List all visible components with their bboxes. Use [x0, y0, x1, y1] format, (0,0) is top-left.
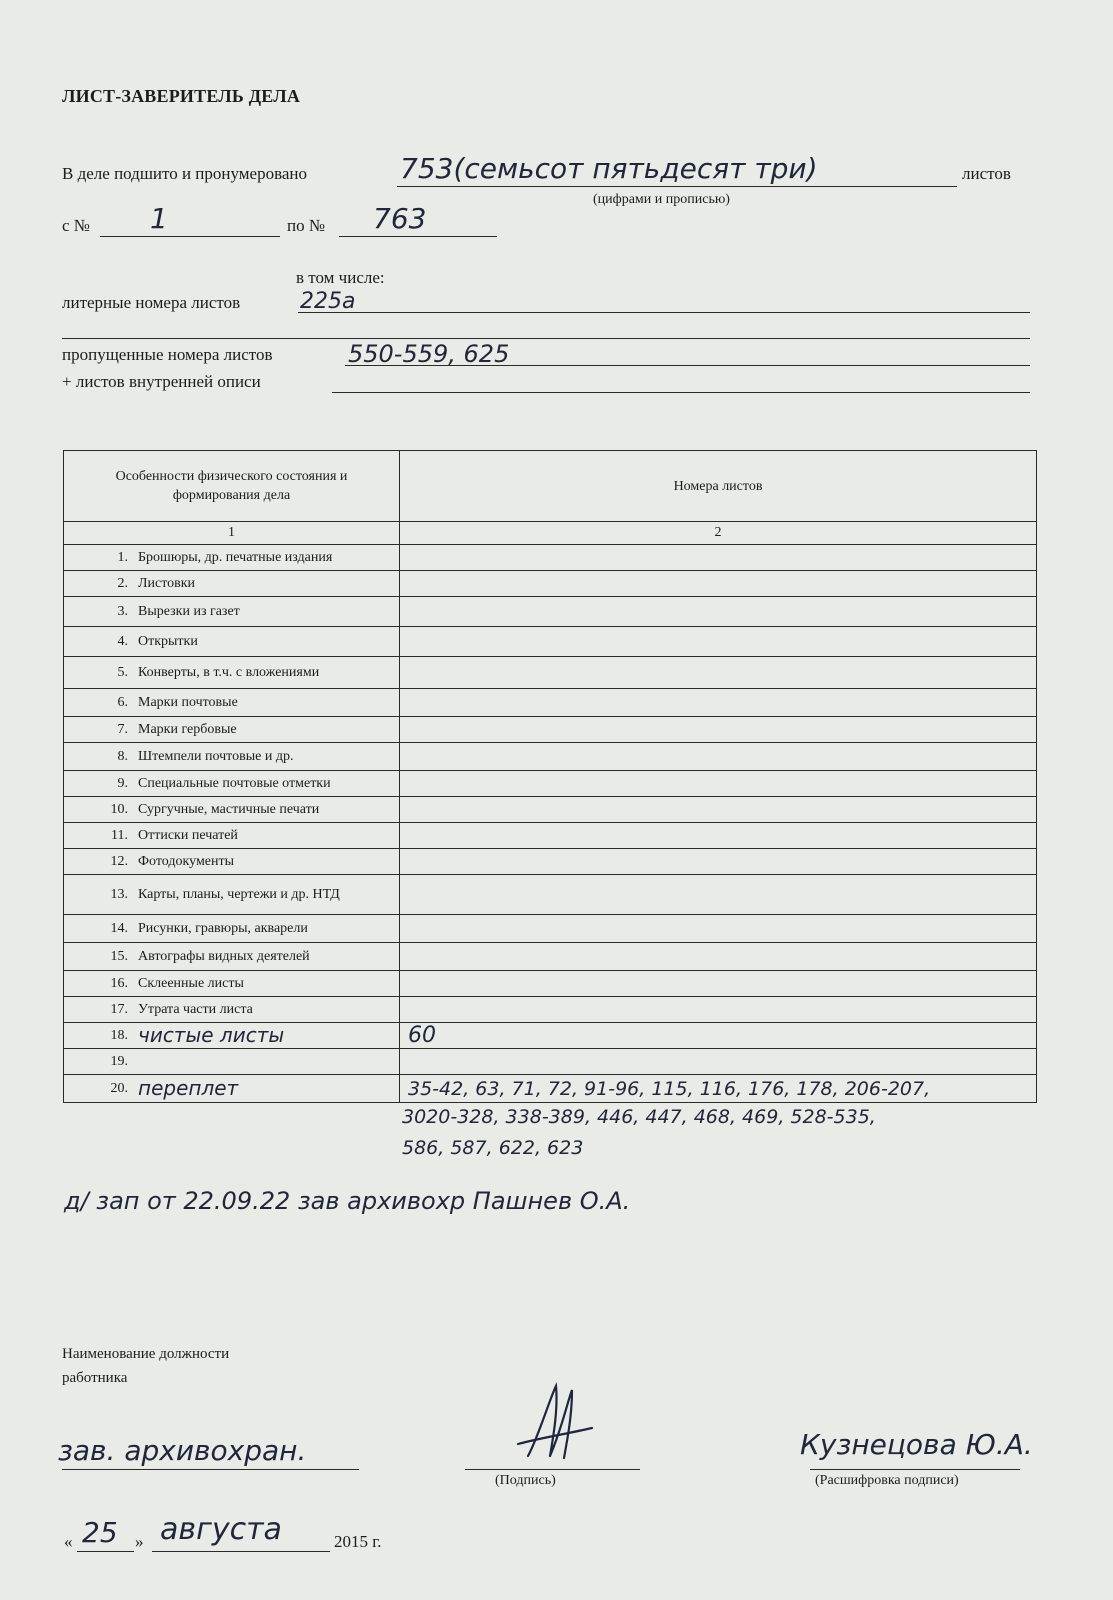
row-number: 5.: [117, 664, 128, 680]
row-feature-cell: [64, 717, 400, 743]
row-feature-wrap: [64, 776, 399, 792]
from-underline: [100, 236, 280, 237]
row-number: 1.: [117, 549, 128, 565]
row-feature-cell: [64, 743, 400, 771]
row-feature-wrap: [64, 1002, 399, 1018]
row-feature-wrap: [64, 604, 399, 620]
header-col2: [400, 451, 1037, 522]
row-feature-text[interactable]: переплет: [138, 1076, 239, 1100]
row-feature-text[interactable]: чистые листы: [138, 1023, 285, 1047]
date-day[interactable]: 25: [82, 1516, 118, 1549]
row-feature-cell: [64, 797, 400, 823]
row-feature-cell: [64, 1023, 400, 1049]
row-number: 3.: [117, 603, 128, 619]
row-sheets-cell[interactable]: [400, 875, 1037, 915]
table-row: [64, 627, 1037, 657]
row-sheets-value[interactable]: 35-42, 63, 71, 72, 91-96, 115, 116, 176, 178, 206-207,: [408, 1077, 931, 1100]
table-row: [64, 545, 1037, 571]
index-col1: 1: [64, 522, 400, 545]
row-sheets-cell[interactable]: [400, 771, 1037, 797]
table-row: [64, 997, 1037, 1023]
row-feature-cell: [64, 771, 400, 797]
row-sheets-value[interactable]: [400, 823, 408, 848]
table-row: [64, 875, 1037, 915]
table-row: [64, 771, 1037, 797]
row-feature-text: Автографы видных деятелей: [138, 949, 310, 964]
header-col1-text: Особенности физического состояния и формирования дела: [115, 469, 348, 503]
row-feature-cell: [64, 657, 400, 689]
including-label: в том числе:: [296, 268, 385, 287]
row-feature-cell: [64, 823, 400, 849]
row-feature-wrap: [64, 949, 399, 965]
row-feature-text: Штемпели почтовые и др.: [138, 749, 294, 764]
signature-underline: [465, 1469, 640, 1470]
to-value[interactable]: 763: [373, 202, 427, 235]
row-sheets-value[interactable]: [400, 599, 408, 624]
row-sheets-cell[interactable]: [400, 545, 1037, 571]
table-row: [64, 1023, 1037, 1049]
row-sheets-cell[interactable]: [400, 657, 1037, 689]
row-feature-cell: [64, 997, 400, 1023]
row-feature-wrap: [64, 976, 399, 992]
row-sheets-value[interactable]: [400, 971, 408, 996]
to-underline: [339, 236, 497, 237]
inner-label: + листов внутренней описи: [62, 372, 261, 391]
table-index-row: [64, 522, 1037, 545]
from-value[interactable]: 1: [150, 202, 168, 235]
row-sheets-cell[interactable]: [400, 627, 1037, 657]
row-feature-text: Брошюры, др. печатные издания: [138, 550, 333, 565]
sewn-value[interactable]: 753(семьсот пятьдесят три): [400, 152, 818, 185]
row-feature-text: Утрата части листа: [138, 1002, 253, 1017]
position-underline: [62, 1469, 359, 1470]
row-feature-cell: [64, 627, 400, 657]
row-feature-text: Сургучные, мастичные печати: [138, 802, 320, 817]
row-feature-cell: [64, 943, 400, 971]
letter-label: литерные номера листов: [62, 293, 241, 312]
row-sheets-cell[interactable]: [400, 971, 1037, 997]
row-sheets-cell[interactable]: [400, 823, 1037, 849]
row-number: 16.: [110, 975, 128, 991]
row-feature-wrap: [64, 828, 399, 844]
row-number: 13.: [110, 886, 128, 902]
letter-underline-2: [62, 338, 1030, 339]
table-row: [64, 823, 1037, 849]
row-number: 11.: [111, 827, 128, 843]
row-feature-cell: [64, 875, 400, 915]
row-sheets-value[interactable]: [400, 690, 408, 715]
table-row: [64, 717, 1037, 743]
row-number: 4.: [117, 633, 128, 649]
row-sheets-cell[interactable]: [400, 743, 1037, 771]
table-row: [64, 743, 1037, 771]
row-sheets-cell[interactable]: [400, 997, 1037, 1023]
row-sheets-cell[interactable]: [400, 797, 1037, 823]
row-feature-wrap: [64, 1054, 399, 1070]
row-number: 7.: [117, 721, 128, 737]
row-sheets-cell[interactable]: [400, 1049, 1037, 1075]
row-sheets-cell[interactable]: [400, 915, 1037, 943]
date-month[interactable]: августа: [160, 1512, 282, 1547]
table-row: [64, 571, 1037, 597]
row-sheets-value[interactable]: [400, 571, 408, 596]
row-sheets-cell[interactable]: [400, 1023, 1037, 1049]
row-sheets-cell[interactable]: [400, 717, 1037, 743]
position-label-2: работника: [62, 1370, 128, 1386]
signature-image: [510, 1378, 600, 1470]
table-row: [64, 943, 1037, 971]
header-col2-text: Номера листов: [673, 478, 763, 494]
letter-underline: [298, 312, 1030, 313]
sheets-suffix: листов: [962, 164, 1011, 183]
row-feature-cell: [64, 915, 400, 943]
handwritten-note[interactable]: д/ зап от 22.09.22 зав архивохр Пашнев О.А.: [64, 1187, 631, 1215]
day-underline: [77, 1551, 134, 1552]
row-feature-text: Листовки: [138, 576, 196, 591]
date-quote-close: »: [135, 1532, 144, 1551]
header-col1: [64, 451, 400, 522]
row-feature-wrap: [64, 722, 399, 738]
row-feature-wrap: [64, 695, 399, 711]
to-label: по №: [287, 216, 326, 235]
row-feature-cell: [64, 571, 400, 597]
row-sheets-value[interactable]: [400, 997, 408, 1022]
position-label-1: Наименование должности: [62, 1346, 230, 1362]
sewn-label: В деле подшито и пронумеровано: [62, 164, 308, 183]
table-row: [64, 689, 1037, 717]
row-feature-wrap: [64, 550, 399, 566]
overflow-line-1[interactable]: 3020-328, 338-389, 446, 447, 468, 469, 528-535,: [402, 1106, 876, 1128]
row-sheets-value[interactable]: [400, 916, 408, 941]
row-sheets-cell[interactable]: [400, 849, 1037, 875]
row-sheets-value[interactable]: [400, 797, 408, 822]
table-row: [64, 597, 1037, 627]
overflow-line-2[interactable]: 586, 587, 622, 623: [402, 1137, 584, 1159]
row-sheets-value[interactable]: [400, 944, 408, 969]
row-sheets-value[interactable]: 60: [408, 1023, 436, 1048]
table-header-row: [64, 451, 1037, 522]
row-number: 17.: [110, 1001, 128, 1017]
missing-value[interactable]: 550-559, 625: [348, 340, 510, 368]
row-feature-cell: [64, 849, 400, 875]
row-feature-text: Конверты, в т.ч. с вложениями: [138, 665, 320, 680]
row-feature-text: Склеенные листы: [138, 976, 244, 991]
row-sheets-cell[interactable]: [400, 943, 1037, 971]
digits-hint: (цифрами и прописью): [593, 192, 730, 207]
letter-value[interactable]: 225а: [300, 289, 356, 314]
row-feature-cell: [64, 971, 400, 997]
row-feature-text: Рисунки, гравюры, акварели: [138, 921, 308, 936]
row-number: 8.: [117, 748, 128, 764]
index-col2: 2: [400, 522, 1037, 545]
physical-state-table: [63, 450, 1037, 1103]
row-feature-wrap: [64, 634, 399, 650]
row-feature-text: Карты, планы, чертежи и др. НТД: [138, 887, 340, 902]
row-feature-text: Вырезки из газет: [138, 604, 240, 619]
row-sheets-cell[interactable]: [400, 571, 1037, 597]
table-row: [64, 1075, 1037, 1103]
row-feature-cell: [64, 689, 400, 717]
row-sheets-value[interactable]: [400, 545, 408, 570]
table-row: [64, 971, 1037, 997]
row-feature-text: Открытки: [138, 634, 198, 649]
date-year: 2015 г.: [334, 1532, 382, 1551]
row-sheets-value[interactable]: [400, 882, 408, 907]
row-number: 15.: [110, 948, 128, 964]
row-feature-wrap: [64, 1076, 399, 1100]
decoding-caption: (Расшифровка подписи): [815, 1473, 959, 1488]
row-feature-wrap: [64, 1023, 399, 1047]
row-feature-text: Специальные почтовые отметки: [138, 776, 331, 791]
row-feature-text: Марки гербовые: [138, 722, 237, 737]
row-feature-wrap: [64, 887, 399, 903]
month-underline: [152, 1551, 330, 1552]
row-feature-wrap: [64, 802, 399, 818]
row-number: 12.: [110, 853, 128, 869]
row-number: 19.: [110, 1053, 128, 1069]
table-row: [64, 797, 1037, 823]
table-body: [64, 545, 1037, 1103]
position-value[interactable]: зав. архивохран.: [58, 1434, 307, 1467]
row-number: 6.: [117, 694, 128, 710]
from-label: с №: [62, 216, 91, 235]
table-row: [64, 915, 1037, 943]
row-feature-cell: [64, 597, 400, 627]
row-feature-wrap: [64, 921, 399, 937]
decoding-value[interactable]: Кузнецова Ю.А.: [800, 1428, 1033, 1461]
row-number: 14.: [110, 920, 128, 936]
row-feature-cell: [64, 1049, 400, 1075]
row-sheets-cell[interactable]: [400, 689, 1037, 717]
sewn-underline: [397, 186, 957, 187]
row-number: 9.: [117, 775, 128, 791]
row-feature-text: Фотодокументы: [138, 854, 235, 869]
table-row: [64, 1049, 1037, 1075]
row-sheets-value[interactable]: [400, 744, 408, 769]
row-sheets-value[interactable]: [400, 849, 408, 874]
row-sheets-cell[interactable]: [400, 1075, 1037, 1103]
row-feature-text: Оттиски печатей: [138, 828, 238, 843]
row-feature-wrap: [64, 749, 399, 765]
row-feature-cell: [64, 545, 400, 571]
row-sheets-value[interactable]: [400, 717, 408, 742]
row-sheets-value[interactable]: [400, 660, 408, 685]
row-feature-wrap: [64, 576, 399, 592]
row-sheets-value[interactable]: [400, 629, 408, 654]
decoding-underline: [810, 1469, 1020, 1470]
row-number: 10.: [110, 801, 128, 817]
date-quote-open: «: [64, 1532, 73, 1551]
table-row: [64, 657, 1037, 689]
inner-underline: [332, 392, 1030, 393]
row-feature-wrap: [64, 665, 399, 681]
row-sheets-cell[interactable]: [400, 597, 1037, 627]
row-feature-text: Марки почтовые: [138, 695, 238, 710]
row-number: 20.: [110, 1080, 128, 1096]
table-row: [64, 849, 1037, 875]
row-sheets-value[interactable]: [400, 771, 408, 796]
row-number: 2.: [117, 575, 128, 591]
row-sheets-value[interactable]: [400, 1049, 408, 1074]
row-number: 18.: [110, 1027, 128, 1043]
document-title: ЛИСТ-ЗАВЕРИТЕЛЬ ДЕЛА: [62, 86, 301, 106]
row-feature-wrap: [64, 854, 399, 870]
signature-caption: (Подпись): [495, 1473, 556, 1488]
row-feature-cell: [64, 1075, 400, 1103]
missing-label: пропущенные номера листов: [62, 345, 273, 364]
